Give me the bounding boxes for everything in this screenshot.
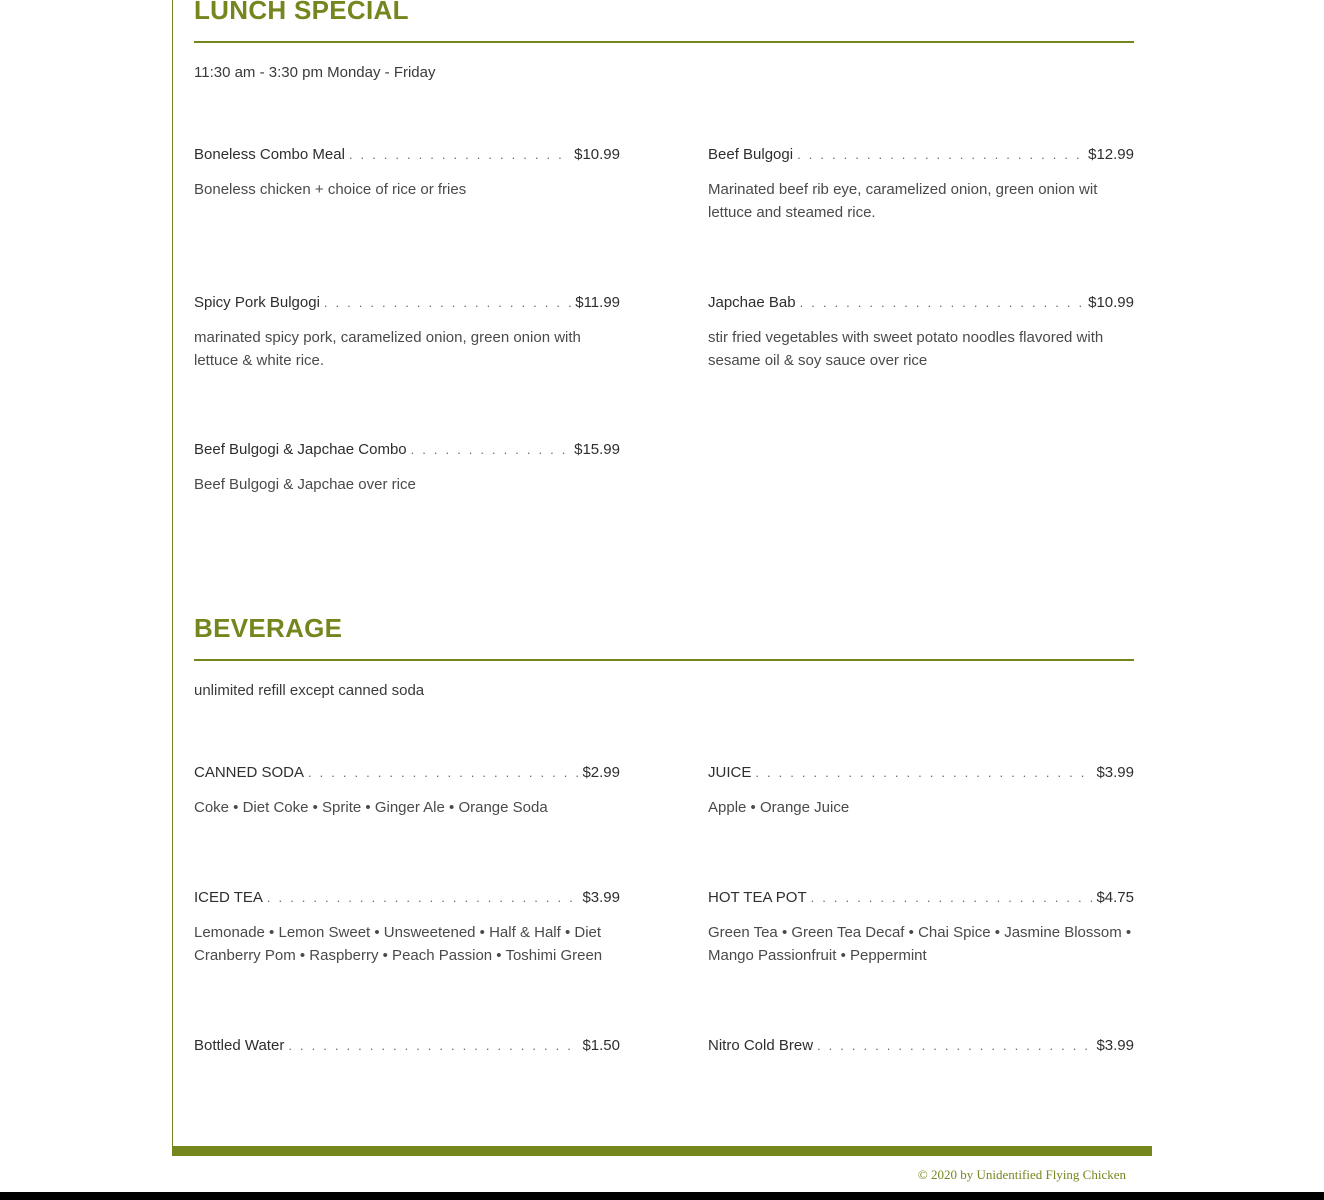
menu-item-header (194, 1036, 620, 1056)
menu-item (194, 145, 620, 202)
menu-item-description: Beef Bulgogi & Japchae over rice (194, 476, 416, 493)
menu-item-name: CANNED SODA (194, 764, 305, 781)
menu-item-name: Beef Bulgogi & Japchae Combo (194, 441, 407, 458)
menu-item-description: Boneless chicken + choice of rice or fries (194, 181, 467, 198)
menu-item-description: Lemonade • Lemon Sweet • Unsweetened • Half & Half • Diet Cranberry Pom • Raspberry • Peach Passion • Toshimi Green (194, 924, 603, 964)
menu-item (194, 293, 620, 372)
section-title-beverage: BEVERAGE (194, 613, 343, 643)
menu-page (172, 0, 1153, 1147)
menu-item (194, 440, 620, 497)
menu-item-price: $1.50 (582, 1037, 620, 1054)
menu-item-description: stir fried vegetables with sweet potato noodles flavored with sesame oil & soy sauce over rice (708, 329, 1104, 369)
menu-item-header (708, 293, 1134, 313)
menu-item-price: $15.99 (574, 441, 620, 458)
section-note-beverage: unlimited refill except canned soda (194, 682, 425, 699)
menu-item-description: Marinated beef rib eye, caramelized onion, green onion wit lettuce and steamed rice. (708, 181, 1098, 221)
menu-item-price: $3.99 (582, 889, 620, 906)
dot-leader (308, 763, 578, 783)
menu-item (708, 763, 1134, 820)
menu-item-name: Japchae Bab (708, 294, 796, 311)
section-title-lunch: LUNCH SPECIAL (194, 0, 409, 25)
menu-item-name: Boneless Combo Meal (194, 146, 345, 163)
bottom-band (0, 1192, 1324, 1200)
menu-item-header (194, 145, 620, 165)
menu-item-description: Apple • Orange Juice (708, 799, 850, 816)
menu-item-header (708, 763, 1134, 783)
menu-item-price: $12.99 (1088, 146, 1134, 163)
dot-leader (755, 763, 1092, 783)
menu-item-header (708, 145, 1134, 165)
menu-item-price: $3.99 (1096, 764, 1134, 781)
dot-leader (811, 888, 1093, 908)
menu-item-name: Nitro Cold Brew (708, 1037, 814, 1054)
footer-bar (172, 1146, 1152, 1156)
menu-item-description: Green Tea • Green Tea Decaf • Chai Spice • Jasmine Blossom • Mango Passionfruit • Peppermint (708, 924, 1132, 964)
dot-leader (288, 1036, 578, 1056)
menu-item-price: $4.75 (1096, 889, 1134, 906)
dot-leader (800, 293, 1085, 313)
menu-item-header (194, 440, 620, 460)
section-divider-beverage (194, 659, 1134, 661)
menu-item-price: $10.99 (574, 146, 620, 163)
section-divider-lunch (194, 41, 1134, 43)
menu-item (194, 888, 620, 967)
menu-item (708, 293, 1134, 372)
menu-item-name: HOT TEA POT (708, 889, 807, 906)
menu-item-description: Coke • Diet Coke • Sprite • Ginger Ale • Orange Soda (194, 799, 548, 816)
menu-item-header (194, 888, 620, 908)
menu-item-name: ICED TEA (194, 889, 263, 906)
dot-leader (349, 145, 570, 165)
menu-item-name: Bottled Water (194, 1037, 285, 1054)
menu-item-description: marinated spicy pork, caramelized onion, green onion with lettuce & white rice. (194, 329, 581, 369)
menu-item-header (194, 293, 620, 313)
dot-leader (797, 145, 1084, 165)
menu-item-price: $3.99 (1096, 1037, 1134, 1054)
menu-item-header (194, 763, 620, 783)
dot-leader (267, 888, 579, 908)
dot-leader (411, 440, 570, 460)
section-note-lunch: 11:30 am - 3:30 pm Monday - Friday (194, 64, 436, 81)
menu-item-header (708, 888, 1134, 908)
menu-item-name: Spicy Pork Bulgogi (194, 294, 320, 311)
menu-item-price: $11.99 (575, 294, 620, 311)
menu-item-price: $10.99 (1088, 294, 1134, 311)
menu-item (708, 145, 1134, 224)
menu-item (194, 1036, 620, 1056)
menu-item-name: Beef Bulgogi (708, 146, 794, 163)
dot-leader (817, 1036, 1092, 1056)
menu-item (708, 888, 1134, 967)
menu-item (194, 763, 620, 820)
menu-item (708, 1036, 1134, 1056)
menu-item-header (708, 1036, 1134, 1056)
dot-leader (324, 293, 571, 313)
copyright-text: © 2020 by Unidentified Flying Chicken (917, 1167, 1126, 1182)
menu-item-name: JUICE (708, 764, 752, 781)
menu-item-price: $2.99 (582, 764, 620, 781)
